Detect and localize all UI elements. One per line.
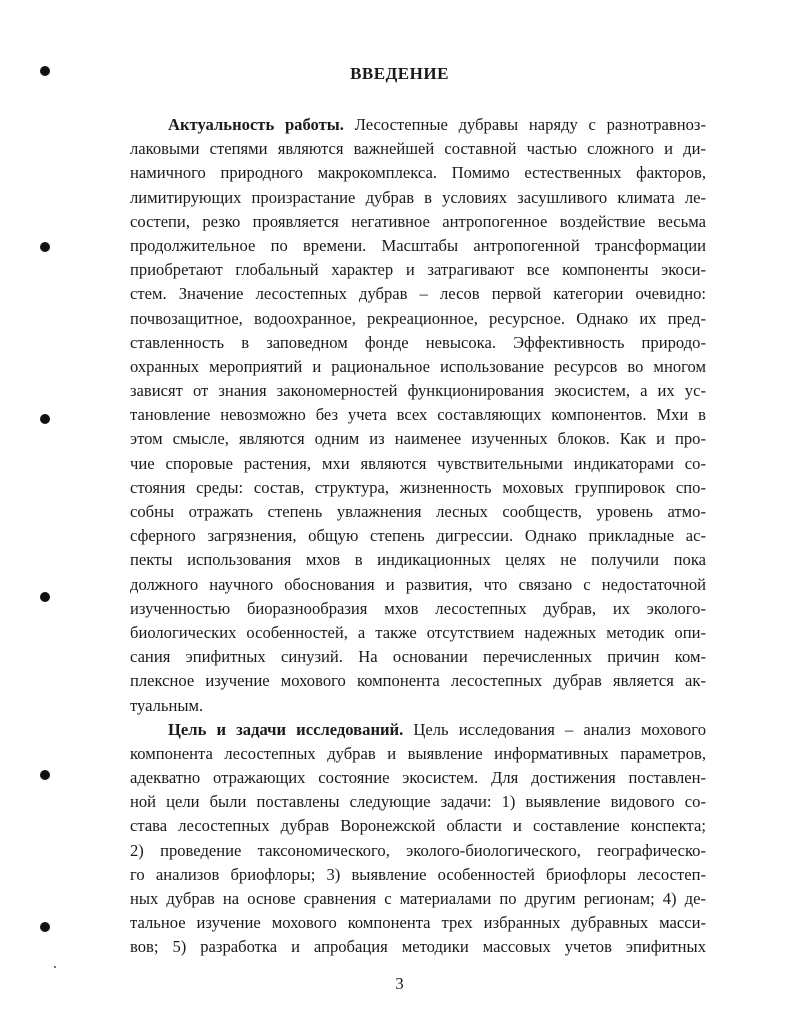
page-number: 3	[395, 974, 404, 993]
text-line: тановление невозможно без учета всех составляющих компонентов. Мхи в	[130, 405, 706, 425]
text-line: лаковыми степями являются важнейшей составной частью сложного и ди-	[130, 139, 706, 159]
text-line: адекватно отражающих состояние экосистем. Для достижения поставлен-	[130, 768, 706, 788]
text-line: охранных мероприятий и рациональное использование ресурсов во многом	[130, 356, 706, 376]
binder-hole-mark	[40, 414, 50, 424]
text-line: зависят от знания закономерностей функционирования экосистем, а их ус-	[130, 381, 706, 401]
text-line: ных дубрав на основе сравнения с материалами по другим регионам; 4) де-	[130, 889, 706, 908]
text-line: приобретают глобальный характер и затрагивают все компоненты экоси-	[130, 260, 706, 280]
text-line: го анализов бриофлоры; 3) выявление особенностей бриофлоры лесостеп-	[130, 864, 706, 884]
text-line: изученностью биоразнообразия мхов лесостепных дубрав, их эколого-	[130, 598, 706, 618]
body-text	[130, 113, 706, 960]
text-line: лимитирующих произрастание дубрав в условиях засушливого климата ле-	[130, 187, 706, 207]
text-line: туальным.	[130, 695, 204, 715]
text-line: собны отражать степень увлажнения лесных сообществ, уровень атмо-	[130, 502, 706, 521]
text-line: ставленность в заповедном фонде невысока. Эффективность природо-	[130, 332, 706, 352]
binder-hole-mark	[40, 922, 50, 932]
paragraph-lead: Актуальность работы.	[168, 115, 344, 134]
text-line: вов; 5) разработка и апробация методики массовых учетов эпифитных	[130, 937, 706, 957]
text-line: намичного природного макрокомплекса. Помимо естественных факторов,	[130, 163, 706, 183]
text-line: пекты использования мхов в индикационных целях не получили пока	[130, 550, 706, 570]
text-line: компонента лесостепных дубрав и выявление информативных параметров,	[130, 743, 706, 763]
scan-speck	[54, 966, 56, 968]
text-line: плексное изучение мохового компонента лесостепных дубрав является ак-	[130, 671, 706, 691]
text-line: стем. Значение лесостепных дубрав – лесов первой категории очевидно:	[130, 284, 706, 304]
text-line: тальное изучение мохового компонента трех избранных дубравных масси-	[130, 913, 706, 933]
text-line: стояния среды: состав, структура, жизненность моховых группировок спо-	[130, 477, 706, 497]
text-line: продолжительное по времени. Масштабы антропогенной трансформации	[130, 235, 706, 255]
page-title: ВВЕДЕНИЕ	[350, 64, 449, 83]
text-line: сания эпифитных синузий. На основании перечисленных причин ком-	[130, 647, 706, 667]
text-line: сферного загрязнения, общую степень дигрессии. Однако прикладные ас-	[130, 526, 706, 546]
text-line: должного научного обоснования и развития, что связано с недостаточной	[130, 574, 706, 594]
text-line: почвозащитное, водоохранное, рекреационное, ресурсное. Однако их пред-	[130, 308, 706, 328]
text-line: состепи, резко проявляется негативное антропогенное воздействие весьма	[130, 211, 706, 231]
text-line: 2) проведение таксономического, эколого-биологического, географическо-	[130, 840, 706, 860]
paragraph-lead: Цель и задачи исследований.	[168, 719, 404, 739]
binder-hole-mark	[40, 592, 50, 602]
text-line: биологических особенностей, а также отсутствием надежных методик опи-	[130, 622, 706, 642]
binder-hole-mark	[40, 770, 50, 780]
text-line: става лесостепных дубрав Воронежской области и составление конспекта;	[130, 816, 706, 836]
paragraph-first-line: Актуальность работы. Лесостепные дубравы наряду с разнотравноз-	[168, 115, 706, 134]
binder-hole-mark	[40, 242, 50, 252]
text-line: чие споровые растения, мхи являются чувствительными индикаторами со-	[130, 453, 706, 473]
text-line: ной цели были поставлены следующие задачи: 1) выявление видового со-	[130, 792, 706, 812]
paragraph-first-line: Цель и задачи исследований. Цель исследования – анализ мохового	[168, 719, 706, 739]
text-line: этом смысле, являются одним из наименее изученных блоков. Как и про-	[130, 429, 706, 449]
